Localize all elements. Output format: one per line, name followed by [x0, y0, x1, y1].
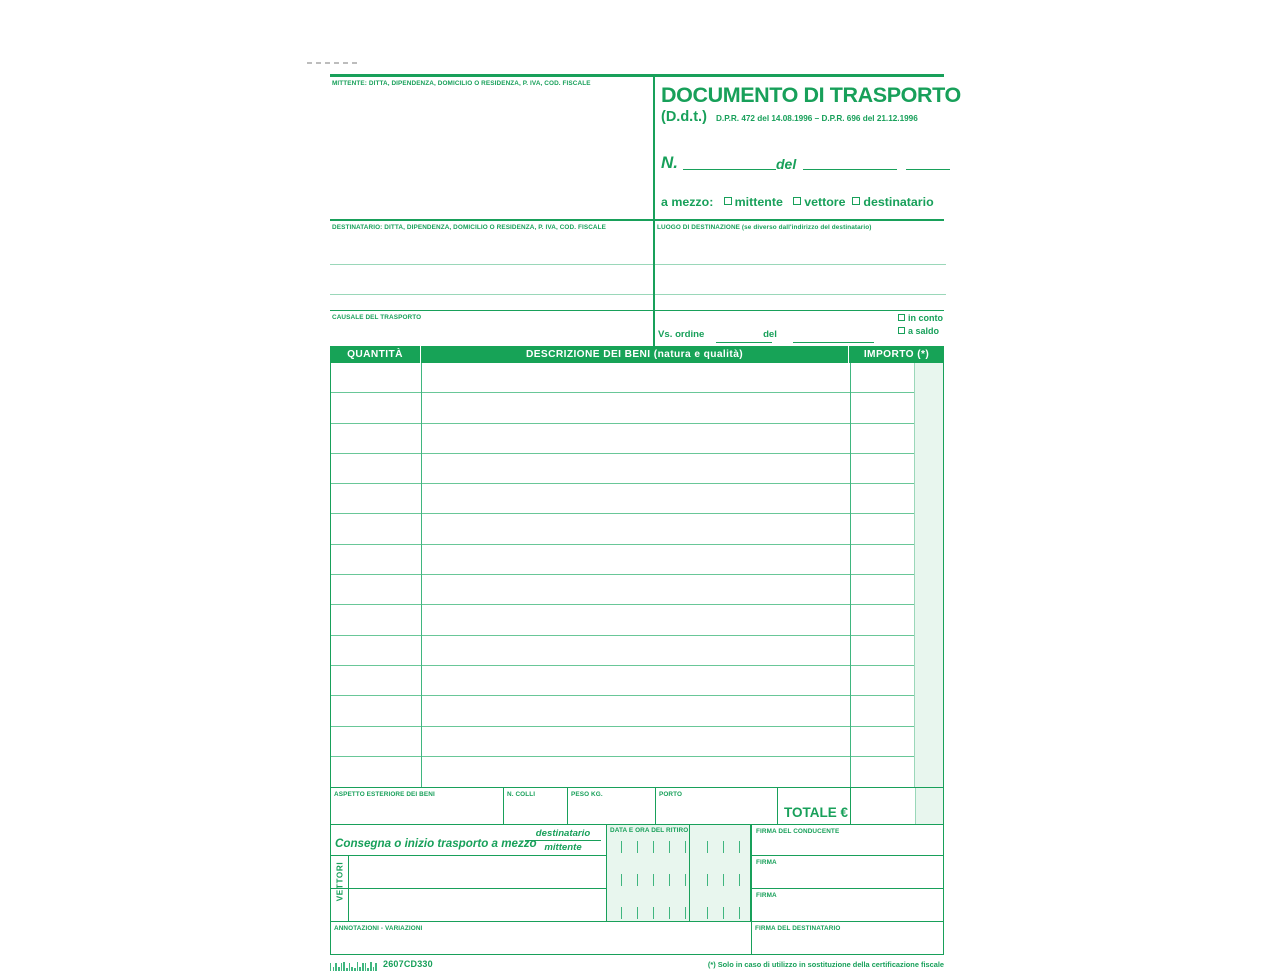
payment-options — [898, 312, 943, 338]
perforation-marks — [307, 62, 357, 64]
table-row[interactable] — [331, 605, 943, 635]
table-row[interactable] — [331, 545, 943, 575]
table-row[interactable] — [331, 424, 943, 454]
column-header-quantita: QUANTITÀ — [330, 346, 421, 363]
checkbox-mittente[interactable] — [724, 197, 732, 205]
tick-mark — [637, 841, 638, 853]
logo-bar — [373, 967, 374, 971]
recipient-signature-caption: FIRMA DEL DESTINATARIO — [755, 925, 841, 932]
logo-bar — [330, 963, 331, 971]
packages-cell[interactable] — [503, 788, 567, 824]
carriage-cell[interactable] — [655, 788, 777, 824]
table-row[interactable] — [331, 757, 943, 787]
table-row[interactable] — [331, 636, 943, 666]
destination-caption: LUOGO DI DESTINAZIONE (se diverso dall'indirizzo del destinatario) — [657, 224, 872, 231]
logo-bar — [335, 963, 336, 971]
column-header-descrizione: DESCRIZIONE DEI BENI (natura e qualità) — [421, 346, 849, 363]
signature-caption-1: FIRMA — [756, 859, 777, 866]
delivery-by-recipient[interactable]: destinatario — [535, 828, 591, 839]
tick-mark — [621, 841, 622, 853]
ddt-abbrev: (D.d.t.) — [661, 109, 707, 125]
order-date-label: del — [763, 329, 777, 340]
tick-mark — [621, 907, 622, 919]
recipient-rule-2 — [330, 294, 653, 295]
tick-mark — [707, 907, 708, 919]
pickup-datetime-block[interactable] — [606, 825, 751, 921]
law-reference: D.P.R. 472 del 14.08.1996 – D.P.R. 696 del 21.12.1996 — [716, 114, 918, 123]
logo-bar — [346, 968, 347, 971]
recipient-caption: DESTINATARIO: DITTA, DIPENDENZA, DOMICILIO O RESIDENZA, P. IVA, COD. FISCALE — [332, 224, 606, 231]
signature-caption-2: FIRMA — [756, 892, 777, 899]
logo-bar — [375, 963, 376, 971]
checkbox-destinatario[interactable] — [852, 197, 860, 205]
notes-caption: ANNOTAZIONI - VARIAZIONI — [334, 925, 423, 932]
logo-bar — [359, 967, 360, 971]
column-divider-quantita — [421, 363, 422, 787]
tick-mark — [723, 907, 724, 919]
table-row[interactable] — [331, 575, 943, 605]
cause-box[interactable] — [330, 311, 653, 347]
logo-bar — [351, 967, 352, 971]
sender-box[interactable] — [330, 74, 653, 219]
carriage-caption: PORTO — [659, 791, 683, 798]
number-field[interactable] — [683, 169, 776, 170]
tick-mark — [637, 907, 638, 919]
column-divider-importo — [850, 363, 851, 787]
tick-mark — [653, 874, 654, 886]
logo-bar — [341, 963, 342, 971]
tick-mark — [707, 874, 708, 886]
delivery-by-selector[interactable] — [525, 827, 601, 854]
total-value-cell[interactable] — [850, 788, 943, 824]
table-row[interactable] — [331, 393, 943, 423]
tick-mark — [739, 907, 740, 919]
pickup-datetime-caption: DATA E ORA DEL RITIRO — [610, 827, 689, 834]
tick-mark — [723, 841, 724, 853]
delivery-by-sender[interactable]: mittente — [525, 840, 601, 854]
date-field[interactable] — [803, 169, 897, 170]
destination-box[interactable] — [653, 221, 944, 312]
tick-mark — [707, 841, 708, 853]
logo-bar — [367, 968, 368, 971]
tick-mark — [685, 874, 686, 886]
carriers-label: VETTORI — [335, 861, 345, 902]
sender-caption: MITTENTE: DITTA, DIPENDENZA, DOMICILIO O RESIDENZA, P. IVA, COD. FISCALE — [332, 80, 591, 87]
table-row[interactable] — [331, 454, 943, 484]
table-row[interactable] — [331, 666, 943, 696]
date-label: del — [776, 156, 797, 172]
table-row[interactable] — [331, 484, 943, 514]
table-row[interactable] — [331, 514, 943, 544]
tick-mark — [739, 874, 740, 886]
tick-mark — [669, 874, 670, 886]
items-table-header — [330, 346, 944, 363]
product-code: 2607CD330 — [383, 959, 433, 969]
pickup-tick-row — [607, 907, 750, 919]
tick-mark — [669, 841, 670, 853]
table-row[interactable] — [331, 696, 943, 726]
page-title: DOCUMENTO DI TRASPORTO — [661, 83, 961, 107]
appearance-cell[interactable] — [331, 788, 503, 824]
logo-bar — [333, 967, 334, 971]
weight-caption: PESO KG. — [571, 791, 603, 798]
payment-option-a-saldo[interactable] — [898, 325, 943, 338]
logo-bar — [357, 962, 358, 971]
signature-column — [751, 825, 943, 921]
extra-field[interactable] — [906, 169, 950, 170]
destination-rule-2 — [655, 294, 946, 295]
driver-signature-caption: FIRMA DEL CONDUCENTE — [756, 828, 840, 835]
logo-bar — [354, 968, 355, 971]
notes-divider — [751, 922, 752, 954]
via-label: a mezzo: — [661, 195, 714, 209]
tick-mark — [653, 841, 654, 853]
via-option-destinatario: destinatario — [863, 195, 934, 209]
weight-cell[interactable] — [567, 788, 655, 824]
cents-column-shade — [914, 363, 943, 787]
total-label: TOTALE € — [784, 805, 849, 820]
label-a-saldo: a saldo — [908, 326, 940, 336]
tick-mark — [637, 874, 638, 886]
number-date-line — [661, 153, 944, 175]
packages-caption: N. COLLI — [507, 791, 536, 798]
order-label: Vs. ordine — [658, 329, 705, 340]
tick-mark — [621, 874, 622, 886]
total-cents-cell[interactable] — [915, 788, 943, 824]
form-footer — [330, 955, 944, 975]
logo-bar — [370, 962, 371, 971]
number-label: N. — [661, 153, 678, 172]
tick-mark — [685, 841, 686, 853]
title-box — [653, 74, 961, 219]
goods-summary-row — [330, 787, 944, 825]
recipient-box[interactable] — [330, 221, 653, 312]
destination-rule-1 — [655, 264, 946, 265]
column-divider-cents — [914, 363, 915, 787]
payment-option-in-conto[interactable] — [898, 312, 943, 325]
column-header-importo: IMPORTO (*) — [863, 349, 930, 360]
transport-block — [330, 825, 944, 922]
appearance-caption: ASPETTO ESTERIORE DEI BENI — [334, 791, 435, 798]
pickup-tick-row — [607, 841, 750, 853]
recipient-rule-1 — [330, 264, 653, 265]
tick-mark — [685, 907, 686, 919]
order-date-field[interactable] — [793, 342, 874, 343]
notes-block[interactable] — [330, 922, 944, 955]
via-row — [661, 195, 934, 209]
label-in-conto: in conto — [908, 313, 943, 323]
header-block — [330, 74, 961, 219]
logo-bar — [362, 963, 363, 971]
tick-mark — [669, 907, 670, 919]
recipient-block — [330, 219, 944, 310]
fiscal-disclaimer: (*) Solo in caso di utilizzo in sostituzione della certificazione fiscale — [707, 960, 944, 969]
tick-mark — [653, 907, 654, 919]
items-table-body[interactable] — [330, 363, 944, 787]
order-line — [658, 329, 777, 340]
carriers-sidebar — [331, 856, 349, 922]
cause-block — [330, 310, 944, 346]
table-row[interactable] — [331, 363, 943, 393]
via-option-mittente: mittente — [734, 195, 783, 209]
logo-bar — [343, 962, 344, 971]
cause-caption: CAUSALE DEL TRASPORTO — [332, 314, 422, 321]
checkbox-vettore[interactable] — [793, 197, 801, 205]
delivery-label: Consegna o inizio trasporto a mezzo — [335, 837, 537, 850]
pickup-tick-row — [607, 874, 750, 886]
order-box — [653, 311, 944, 347]
checkbox-in-conto[interactable] — [898, 314, 905, 321]
checkbox-a-saldo[interactable] — [898, 327, 905, 334]
tick-mark — [723, 874, 724, 886]
table-row[interactable] — [331, 727, 943, 757]
logo-bar — [349, 963, 350, 971]
tick-mark — [739, 841, 740, 853]
via-option-vettore: vettore — [804, 195, 846, 209]
total-label-cell — [777, 788, 850, 824]
order-number-field[interactable] — [716, 342, 772, 343]
logo-bar — [338, 967, 339, 971]
ddt-form — [330, 74, 961, 969]
brand-logo-icon — [330, 960, 377, 971]
logo-bar — [365, 963, 366, 971]
